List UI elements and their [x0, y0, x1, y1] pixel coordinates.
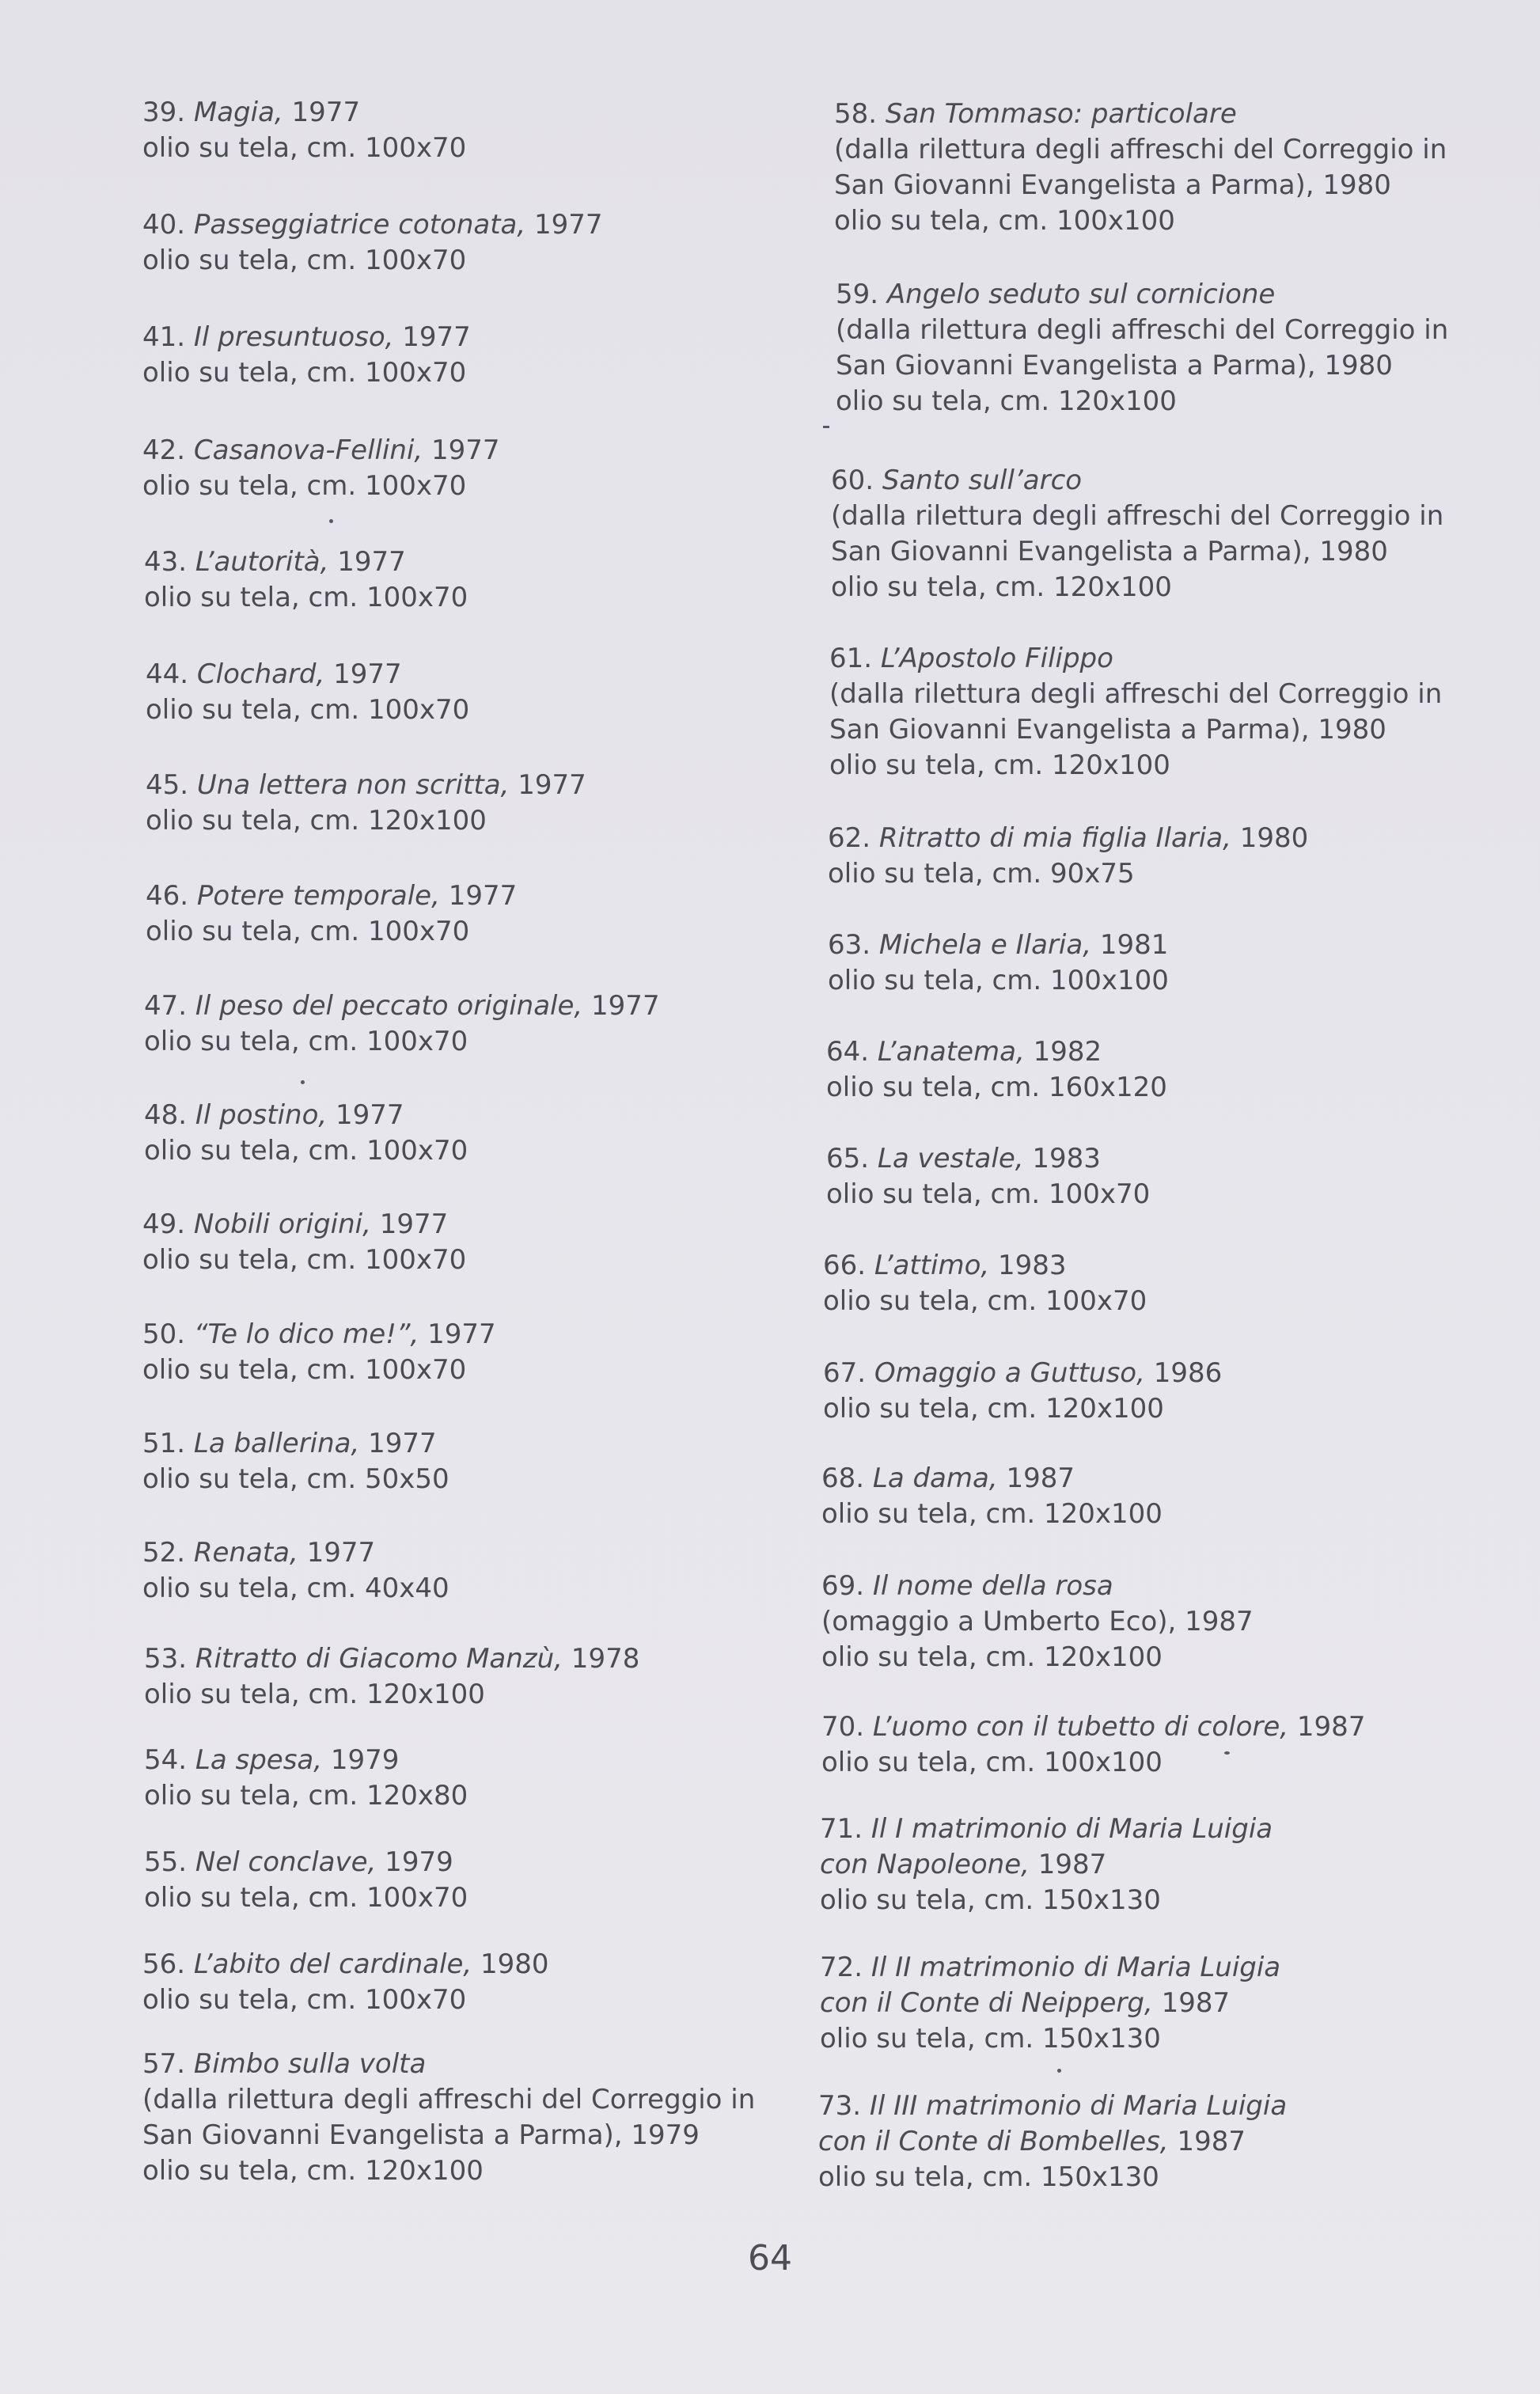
entry-title-line: [144, 1641, 777, 1677]
catalog-entry: [142, 1535, 776, 1607]
entry-title: Il II matrimonio di Maria Luigia: [871, 1952, 1281, 1983]
entry-title: La spesa,: [195, 1744, 323, 1776]
entry-title-line: [818, 2089, 1531, 2124]
entry-number: 70.: [821, 1711, 873, 1743]
entry-title: Passeggiatrice cotonata,: [193, 209, 526, 241]
entry-title-line: [828, 928, 1540, 963]
entry-year: 1977: [327, 1099, 404, 1131]
entry-number: 56.: [142, 1948, 194, 1980]
entry-medium: olio su tela, cm. 120x100: [831, 571, 1172, 603]
entry-title: La dama,: [872, 1463, 998, 1494]
entry-year: 1980: [1231, 822, 1309, 854]
entry-year: 1979: [322, 1744, 400, 1776]
entry-title: Bimbo sulla volta: [193, 2048, 427, 2080]
entry-title: L’abito del cardinale,: [193, 1948, 472, 1980]
entry-medium: olio su tela, cm. 150x130: [818, 2161, 1159, 2193]
entry-title-line: [831, 463, 1540, 499]
entry-number: 52.: [142, 1537, 194, 1569]
entry-title: Ritratto di Giacomo Manzù,: [195, 1643, 563, 1675]
entry-year: 1977: [370, 1208, 449, 1240]
catalog-entry: [828, 821, 1540, 892]
entry-year: 1987: [1029, 1849, 1107, 1880]
entry-medium: olio su tela, cm. 120x100: [829, 749, 1170, 781]
entry-title: “Te lo dico me!”,: [193, 1318, 419, 1350]
catalog-entry: [146, 878, 779, 950]
catalog-entry: [142, 95, 776, 166]
entry-title-line: [142, 1426, 776, 1462]
entry-year: 1977: [298, 1537, 376, 1569]
catalog-entry: [146, 657, 779, 728]
entry-medium: olio su tela, cm. 100x70: [142, 357, 467, 389]
entry-medium: olio su tela, cm. 100x70: [144, 1135, 468, 1167]
entry-year: 1977: [525, 209, 603, 241]
entry-note-line: (dalla rilettura degli affreschi del Correggio in: [142, 2084, 756, 2115]
catalog-entry: [818, 2089, 1531, 2195]
entry-number: 63.: [828, 929, 879, 961]
entry-number: 46.: [146, 880, 197, 912]
entry-number: 61.: [829, 643, 881, 674]
speck: [823, 426, 829, 428]
entry-title-line: [146, 657, 779, 692]
entry-medium: olio su tela, cm. 100x70: [142, 1984, 467, 2016]
entry-title: con il Conte di Neipperg,: [820, 1987, 1153, 2019]
entry-year: 1987: [997, 1463, 1075, 1494]
catalog-entry: [831, 463, 1540, 605]
entry-medium: olio su tela, cm. 120x100: [821, 1641, 1163, 1673]
entry-title-line: [820, 1847, 1532, 1883]
speck: [329, 519, 333, 523]
entry-title: Il I matrimonio di Maria Luigia: [871, 1813, 1273, 1845]
entry-medium: olio su tela, cm. 120x100: [823, 1393, 1164, 1425]
entry-medium: olio su tela, cm. 50x50: [142, 1463, 449, 1495]
entry-number: 49.: [142, 1208, 194, 1240]
entry-medium: olio su tela, cm. 40x40: [142, 1573, 449, 1604]
catalog-entry: [144, 988, 777, 1060]
entry-title-line: [821, 1709, 1534, 1745]
entry-year: 1987: [1288, 1711, 1366, 1743]
entry-year: 1977: [359, 1428, 437, 1459]
entry-number: 42.: [142, 434, 194, 466]
catalog-entry: [142, 2047, 776, 2189]
catalog-entry: [820, 1950, 1532, 2057]
speck: [301, 1080, 305, 1084]
entry-title: Una lettera non scritta,: [196, 769, 510, 801]
entry-medium: olio su tela, cm. 100x70: [144, 1026, 468, 1057]
entry-title-line: [821, 1569, 1534, 1604]
entry-number: 68.: [821, 1463, 873, 1494]
entry-number: 58.: [834, 98, 886, 130]
entry-title-line: [144, 1845, 777, 1880]
catalog-entry: [826, 1141, 1538, 1212]
entry-title-line: [144, 1743, 777, 1778]
entry-title-line: [142, 1535, 776, 1571]
catalog-entry: [834, 97, 1540, 239]
catalog-entry: [144, 1845, 777, 1916]
entry-note-line: (dalla rilettura degli affreschi del Correggio in: [836, 314, 1449, 346]
catalog-entry: [821, 1461, 1534, 1532]
entry-title: L’anatema,: [877, 1036, 1025, 1068]
catalog-entry: [821, 1709, 1534, 1781]
catalog-entry: [823, 1356, 1535, 1427]
catalog-entry: [146, 768, 779, 839]
entry-year: 1983: [1023, 1143, 1101, 1174]
entry-title-line: [146, 768, 779, 803]
entry-year: 1977: [328, 546, 406, 578]
entry-medium: olio su tela, cm. 100x100: [834, 205, 1175, 237]
entry-year: 1977: [419, 1318, 496, 1350]
entry-medium: olio su tela, cm. 90x75: [828, 858, 1135, 890]
entry-number: 54.: [144, 1744, 195, 1776]
entry-number: 66.: [823, 1250, 874, 1281]
entry-note-line: San Giovanni Evangelista a Parma), 1980: [834, 169, 1391, 201]
entry-title: con Napoleone,: [820, 1849, 1030, 1880]
entry-number: 51.: [142, 1428, 194, 1459]
entry-medium: olio su tela, cm. 100x70: [146, 694, 470, 726]
entry-title-line: [142, 433, 776, 469]
catalog-entry: [144, 544, 777, 616]
entry-year: 1986: [1144, 1357, 1223, 1389]
entry-number: 67.: [823, 1357, 874, 1389]
catalog-entry: [829, 641, 1540, 783]
catalog-entry: [820, 1812, 1532, 1918]
entry-number: 59.: [836, 279, 887, 310]
catalog-entry: [821, 1569, 1534, 1675]
entry-number: 44.: [146, 658, 197, 690]
entry-medium: olio su tela, cm. 150x130: [820, 1884, 1161, 1916]
entry-title: Angelo seduto sul cornicione: [886, 279, 1276, 310]
entry-number: 62.: [828, 822, 879, 854]
entry-title-line: [826, 1034, 1538, 1070]
entry-title-line: [818, 2124, 1531, 2160]
entry-year: 1981: [1091, 929, 1169, 961]
entry-title: Santo sull’arco: [882, 465, 1083, 496]
catalog-entry: [142, 1207, 776, 1278]
entry-note-line: (dalla rilettura degli affreschi del Correggio in: [831, 500, 1444, 532]
entry-number: 57.: [142, 2048, 194, 2080]
catalog-entry: [823, 1248, 1535, 1319]
speck: [1057, 2069, 1061, 2073]
entry-medium: olio su tela, cm. 100x70: [142, 1354, 467, 1386]
entry-title-line: [144, 544, 777, 580]
entry-medium: olio su tela, cm. 100x70: [142, 132, 467, 164]
entry-title: San Tommaso: particolare: [885, 98, 1237, 130]
entry-note-line: (dalla rilettura degli affreschi del Correggio in: [834, 134, 1447, 165]
catalog-entry: [142, 1426, 776, 1497]
entry-medium: olio su tela, cm. 100x70: [142, 245, 467, 276]
entry-title: Ritratto di mia figlia Ilaria,: [878, 822, 1231, 854]
entry-medium: olio su tela, cm. 120x100: [142, 2155, 484, 2187]
entry-number: 69.: [821, 1570, 873, 1602]
speck: [1224, 1751, 1230, 1755]
entry-title-line: [829, 641, 1540, 677]
entry-year: 1979: [376, 1846, 453, 1878]
page-number: 64: [748, 2238, 792, 2278]
entry-title: Clochard,: [196, 658, 325, 690]
entry-medium: olio su tela, cm. 120x100: [836, 385, 1177, 417]
entry-number: 50.: [142, 1318, 194, 1350]
entry-medium: olio su tela, cm. 100x70: [144, 1882, 468, 1914]
entry-title-line: [834, 97, 1540, 132]
entry-medium: olio su tela, cm. 120x100: [146, 805, 487, 837]
entry-medium: olio su tela, cm. 120x80: [144, 1780, 468, 1812]
entry-number: 45.: [146, 769, 197, 801]
entry-title: Nel conclave,: [195, 1846, 377, 1878]
entry-year: 1977: [439, 880, 518, 912]
catalog-entry: [142, 1947, 776, 2018]
entry-medium: olio su tela, cm. 100x70: [146, 916, 470, 947]
entry-number: 39.: [142, 97, 194, 128]
entry-number: 43.: [144, 546, 195, 578]
entry-year: 1982: [1024, 1036, 1102, 1068]
entry-year: 1980: [472, 1948, 549, 1980]
entry-title-line: [142, 1947, 776, 1982]
entry-title: Renata,: [193, 1537, 298, 1569]
entry-title-line: [142, 320, 776, 355]
entry-note-line: San Giovanni Evangelista a Parma), 1980: [831, 536, 1388, 567]
entry-title-line: [836, 277, 1540, 313]
entry-year: 1977: [393, 321, 471, 353]
entry-year: 1977: [324, 658, 402, 690]
entry-title: Il postino,: [195, 1099, 328, 1131]
entry-medium: olio su tela, cm. 100x70: [826, 1178, 1151, 1210]
entry-title: La ballerina,: [193, 1428, 360, 1459]
catalog-entry: [144, 1098, 777, 1169]
catalog-entry: [826, 1034, 1538, 1106]
catalog-entry: [142, 433, 776, 504]
entry-year: 1977: [283, 97, 361, 128]
entry-medium: olio su tela, cm. 100x100: [828, 965, 1169, 996]
entry-medium: olio su tela, cm. 160x120: [826, 1072, 1167, 1103]
entry-title: Casanova-Fellini,: [193, 434, 423, 466]
entry-number: 73.: [818, 2090, 870, 2122]
entry-title-line: [142, 1317, 776, 1353]
entry-title: Il nome della rosa: [872, 1570, 1113, 1602]
entry-title: Il III matrimonio di Maria Luigia: [869, 2090, 1288, 2122]
catalog-entry: [142, 207, 776, 279]
entry-year: 1983: [989, 1250, 1067, 1281]
entry-title: Il peso del peccato originale,: [195, 990, 583, 1022]
entry-title-line: [142, 2047, 776, 2082]
catalog-entry: [142, 320, 776, 391]
entry-title-line: [146, 878, 779, 914]
entry-medium: olio su tela, cm. 100x70: [142, 470, 467, 502]
entry-number: 53.: [144, 1643, 195, 1675]
entry-year: 1987: [1152, 1987, 1231, 2019]
entry-number: 64.: [826, 1036, 878, 1068]
entry-title: L’autorità,: [195, 546, 329, 578]
entry-number: 40.: [142, 209, 194, 241]
entry-title-line: [142, 1207, 776, 1243]
entry-note-line: San Giovanni Evangelista a Parma), 1980: [829, 714, 1386, 746]
entry-number: 41.: [142, 321, 194, 353]
entry-title: Magia,: [193, 97, 283, 128]
entry-number: 55.: [144, 1846, 195, 1878]
entry-title: Nobili origini,: [193, 1208, 371, 1240]
entry-medium: olio su tela, cm. 100x100: [821, 1747, 1163, 1778]
entry-number: 65.: [826, 1143, 878, 1174]
catalog-entry: [144, 1743, 777, 1814]
entry-title: L’attimo,: [874, 1250, 990, 1281]
entry-medium: olio su tela, cm. 150x130: [820, 2023, 1161, 2054]
entry-title-line: [821, 1461, 1534, 1497]
entry-year: 1987: [1168, 2126, 1246, 2157]
entry-number: 71.: [820, 1813, 871, 1845]
entry-title-line: [142, 95, 776, 131]
entry-note-line: (omaggio a Umberto Eco), 1987: [821, 1606, 1254, 1637]
entry-note-line: San Giovanni Evangelista a Parma), 1979: [142, 2119, 700, 2151]
entry-note-line: San Giovanni Evangelista a Parma), 1980: [836, 350, 1393, 381]
entry-title: Michela e Ilaria,: [878, 929, 1092, 961]
entry-medium: olio su tela, cm. 100x70: [142, 1244, 467, 1276]
entry-title-line: [144, 988, 777, 1024]
entry-title-line: [828, 821, 1540, 856]
catalog-entry: [144, 1641, 777, 1713]
entry-title: L’uomo con il tubetto di colore,: [872, 1711, 1289, 1743]
entry-note-line: (dalla rilettura degli affreschi del Correggio in: [829, 678, 1443, 710]
entry-title-line: [823, 1248, 1535, 1284]
catalog-entry: [142, 1317, 776, 1388]
entry-year: 1977: [423, 434, 500, 466]
entry-title: La vestale,: [877, 1143, 1024, 1174]
entry-medium: olio su tela, cm. 100x70: [823, 1285, 1147, 1317]
entry-title: Omaggio a Guttuso,: [874, 1357, 1145, 1389]
entry-title: Il presuntuoso,: [193, 321, 394, 353]
entry-medium: olio su tela, cm. 120x100: [821, 1498, 1163, 1530]
entry-title-line: [820, 1986, 1532, 2021]
entry-number: 47.: [144, 990, 195, 1022]
entry-title-line: [820, 1812, 1532, 1847]
entry-number: 72.: [820, 1952, 871, 1983]
entry-number: 60.: [831, 465, 882, 496]
entry-title-line: [820, 1950, 1532, 1986]
entry-year: 1977: [582, 990, 660, 1022]
entry-number: 48.: [144, 1099, 195, 1131]
entry-title-line: [142, 207, 776, 243]
catalog-entry: [836, 277, 1540, 419]
entry-title-line: [826, 1141, 1538, 1177]
entry-medium: olio su tela, cm. 120x100: [144, 1679, 485, 1710]
entry-title: L’Apostolo Filippo: [880, 643, 1113, 674]
entry-medium: olio su tela, cm. 100x70: [144, 582, 468, 613]
entry-title-line: [144, 1098, 777, 1133]
entry-title-line: [823, 1356, 1535, 1391]
entry-year: 1977: [509, 769, 586, 801]
entry-title: Potere temporale,: [196, 880, 440, 912]
entry-year: 1978: [563, 1643, 640, 1675]
catalog-entry: [828, 928, 1540, 999]
entry-title: con il Conte di Bombelles,: [818, 2126, 1169, 2157]
